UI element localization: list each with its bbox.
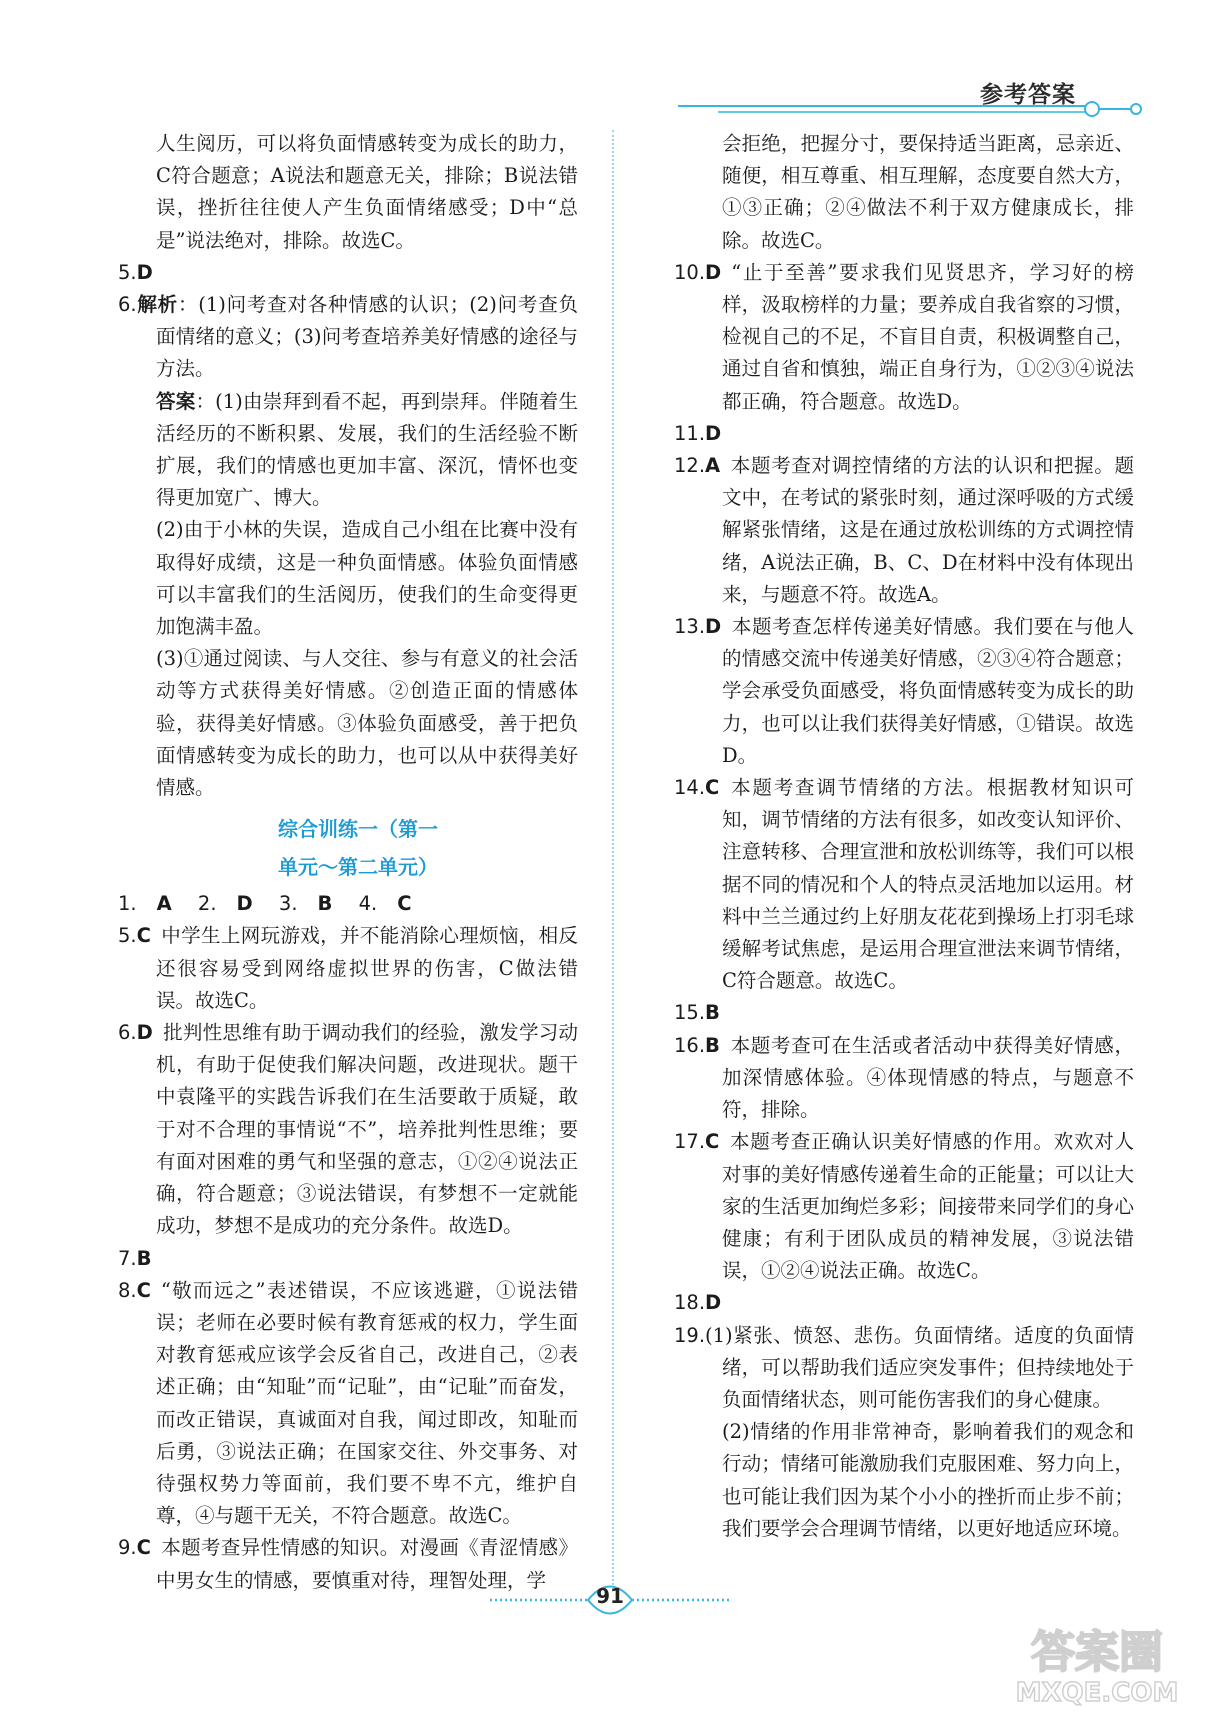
section-title — [118, 810, 578, 886]
analysis-label: 解析 — [136, 293, 178, 317]
answer-choice: D — [236, 892, 253, 916]
item-number: 7. — [118, 1246, 137, 1270]
answer-item-19 — [674, 1320, 1134, 1417]
item-number: 12. — [674, 454, 706, 478]
short-answer-4 — [359, 892, 412, 915]
answer-label: 答案 — [156, 389, 196, 413]
explanation-text: 本题考查正确认识美好情感的作用。欢欢对人对事的美好情感传递着生命的正能量；可以让大家的生活更加绚烂多彩；间接带来同学们的身心健康；有利于团队成员的精神发展，③说法错误，①②④说法正确。故选C。 — [722, 1130, 1134, 1283]
page-number: 91 — [596, 1584, 624, 1608]
explanation-text: 本题考查可在生活或者活动中获得美好情感，加深情感体验。④体现情感的特点，与题意不符，排除。 — [722, 1033, 1134, 1122]
explanation-text: “止于至善”要求我们见贤思齐，学习好的榜样，汲取榜样的力量；要养成自我省察的习惯，检视自己的不足，不盲目自责，积极调整自己，通过自省和慎独，端正自身行为，①②③④说法都正确，符合题意。故选D。 — [722, 260, 1134, 413]
answer-choice: C — [397, 892, 412, 916]
answer-choice: A — [156, 892, 172, 916]
item-number: 16. — [674, 1033, 706, 1057]
answer-item-6 — [118, 289, 578, 386]
item-number: 1. — [118, 892, 137, 916]
item-number: 17. — [674, 1130, 706, 1154]
watermark-logo — [992, 1617, 1202, 1709]
page-number-badge — [460, 1575, 760, 1625]
left-column — [118, 128, 578, 1597]
answer-choice: C — [136, 1536, 151, 1560]
answer-item-11 — [674, 418, 1134, 450]
answer-9-continuation: 会拒绝，把握分寸，要保持适当距离，忌亲近、随便，相互尊重、相互理解，态度要自然大方，①③正确；②④做法不利于双方健康成长，排除。故选C。 — [722, 132, 1134, 252]
item-number: 8. — [118, 1278, 137, 1302]
answer-item-s6 — [118, 1017, 578, 1242]
answer-6-part-3: (3)①通过阅读、与人交往、参与有意义的社会活动等方式获得美好情感。②创造正面的情感体验，获得美好情感。③体验负面感受，善于把负面情感转变为成长的助力，也可以从中获得美好情感。 — [156, 647, 578, 800]
section-title-line-1: 综合训练一（第一 — [278, 817, 438, 842]
answer-choice: D — [136, 260, 153, 284]
svg-text:答案圈: 答案圈 — [1031, 1627, 1163, 1678]
answer-choice: A — [705, 454, 721, 478]
answer-19-part-2: (2)情绪的作用非常神奇，影响着我们的观念和行动；情绪可能激励我们克服困难、努力向上，也可能让我们因为某个小小的挫折而止步不前；我们要学会合理调节情绪，以更好地适应环境。 — [722, 1420, 1134, 1540]
answer-choice: C — [136, 924, 151, 948]
item-number: 15. — [674, 1001, 706, 1025]
answer-item-15 — [674, 997, 1134, 1029]
item-number: 18. — [674, 1291, 706, 1315]
answer-choice: D — [705, 421, 722, 445]
column-divider — [612, 130, 614, 1585]
answer-choice: D — [136, 1021, 153, 1045]
item-number: 13. — [674, 615, 706, 639]
answer-item-17 — [674, 1126, 1134, 1287]
answer-choice: B — [705, 1001, 720, 1025]
item-number: 6. — [118, 293, 137, 317]
explanation-text: 本题考查对调控情绪的方法的认识和把握。题文中，在考试的紧张时刻，通过深呼吸的方式缓解紧张情绪，这是在通过放松训练的方式调控情绪，A说法正确，B、C、D在材料中没有体现出来，与题意不符。故选A。 — [722, 454, 1134, 606]
answer-6-part-2: (2)由于小林的失误，造成自己小组在比赛中没有取得好成绩，这是一种负面情感。体验负面情感可以丰富我们的生活阅历，使我们的生命变得更加饱满丰盈。 — [156, 518, 578, 639]
answer-6-part-1 — [118, 386, 578, 515]
item-number: 3. — [278, 892, 298, 916]
item-number: 5. — [118, 924, 137, 948]
explanation-text: (1)紧张、愤怒、悲伤。负面情绪。适度的负面情绪，可以帮助我们适应突发事件；但持续地处于负面情绪状态，则可能伤害我们的身心健康。 — [705, 1323, 1134, 1411]
answer-item-s7 — [118, 1243, 578, 1275]
short-answer-2 — [198, 892, 253, 915]
short-answer-1 — [118, 892, 172, 915]
answer-item-14 — [674, 772, 1134, 997]
analysis-text: ：(1)问考查对各种情感的认识；(2)问考查负面情绪的意义；(3)问考查培养美好情感的途径与方法。 — [156, 293, 578, 381]
short-answers-1-4 — [118, 888, 578, 920]
svg-text:MXQE.COM: MXQE.COM — [1015, 1678, 1179, 1708]
item-number: 10. — [674, 260, 706, 284]
answer-choice: B — [317, 892, 333, 916]
item-number: 6. — [118, 1021, 137, 1045]
answer-choice: C — [136, 1278, 151, 1302]
item-number: 19. — [674, 1323, 706, 1347]
explanation-text: 本题考查调节情绪的方法。根据教材知识可知，调节情绪的方法有很多，如改变认知评价、注意转移、合理宣泄和放松训练等，我们可以根据不同的情况和个人的特点灵活地加以运用。材料中兰兰通过约上好朋友花花到操场上打羽毛球缓解考试焦虑，是运用合理宣泄法来调节情绪，C符合题意。故选C。 — [722, 776, 1134, 993]
answer-choice: B — [136, 1246, 152, 1270]
answer-choice: C — [705, 776, 720, 800]
explanation-text: 批判性思维有助于调动我们的经验，激发学习动机，有助于促使我们解决问题，改进现状。题干中袁隆平的实践告诉我们在生活要敢于质疑，敢于对不合理的事情说“不”，培养批判性思维；要有面对困难的勇气和坚强的意志，①②④说法正确，符合题意；③说法错误，有梦想不一定就能成功，梦想不是成功的充分条件。故选D。 — [156, 1021, 578, 1238]
answer-choice: C — [705, 1130, 720, 1154]
answer-item-10 — [674, 257, 1134, 418]
header-title: 参考答案 — [980, 82, 1076, 108]
answer-item-5 — [118, 257, 578, 289]
item-number: 9. — [118, 1536, 137, 1560]
section-title-line-2: 单元～第二单元） — [278, 855, 438, 880]
explanation-text: 本题考查异性情感的知识。对漫画《青涩情感》中男女生的情感，要慎重对待，理智处理，学 — [156, 1536, 578, 1592]
answer-choice: D — [705, 615, 722, 639]
answer-choice: B — [705, 1033, 720, 1057]
explanation-text: 中学生上网玩游戏，并不能消除心理烦恼，相反还很容易受到网络虚拟世界的伤害，C做法错误。故选C。 — [156, 924, 578, 1012]
right-column — [674, 128, 1134, 1545]
item-number: 14. — [674, 776, 706, 800]
answer-item-s8 — [118, 1275, 578, 1533]
answer-item-12 — [674, 450, 1134, 611]
answer-text: ：(1)由崇拜到看不起，再到崇拜。伴随着生活经历的不断积累、发展，我们的生活经验不断扩展，我们的情感也更加丰富、深沉，情怀也变得更加宽广、博大。 — [156, 389, 578, 510]
answer-item-13 — [674, 611, 1134, 772]
item-number: 5. — [118, 260, 137, 284]
explanation-text: “敬而远之”表述错误，不应该逃避，①说法错误；老师在必要时候有教育惩戒的权力，学生面对教育惩戒应该学会反省自己，改进自己，②表述正确；由“知耻”而“记耻”，由“记耻”而奋发，而改正错误，真诚面对自我，闻过即改，知耻而后勇，③说法正确；在国家交往、外交事务、对待强权势力等面前，我们要不卑不亢，维护自尊，④与题干无关，不符合题意。故选C。 — [156, 1278, 578, 1528]
answer-item-16 — [674, 1030, 1134, 1127]
answer-choice: D — [705, 1291, 722, 1315]
header-decoration-line — [678, 100, 1148, 120]
answer-item-s5 — [118, 920, 578, 1017]
answer-4-continuation: 人生阅历，可以将负面情感转变为成长的助力，C符合题意；A说法和题意无关，排除；B说法错误，挫折往往使人产生负面情绪感受；D中“总是”说法绝对，排除。故选C。 — [156, 132, 578, 252]
answer-item-18 — [674, 1287, 1134, 1319]
item-number: 11. — [674, 421, 706, 445]
short-answer-3 — [279, 892, 332, 915]
explanation-text: 本题考查怎样传递美好情感。我们要在与他人的情感交流中传递美好情感，②③④符合题意；学会承受负面感受，将负面情感转变为成长的助力，也可以让我们获得美好情感，①错误。故选D。 — [722, 615, 1134, 767]
item-number: 2. — [197, 892, 217, 916]
answer-choice: D — [705, 260, 722, 284]
item-number: 4. — [358, 892, 378, 916]
